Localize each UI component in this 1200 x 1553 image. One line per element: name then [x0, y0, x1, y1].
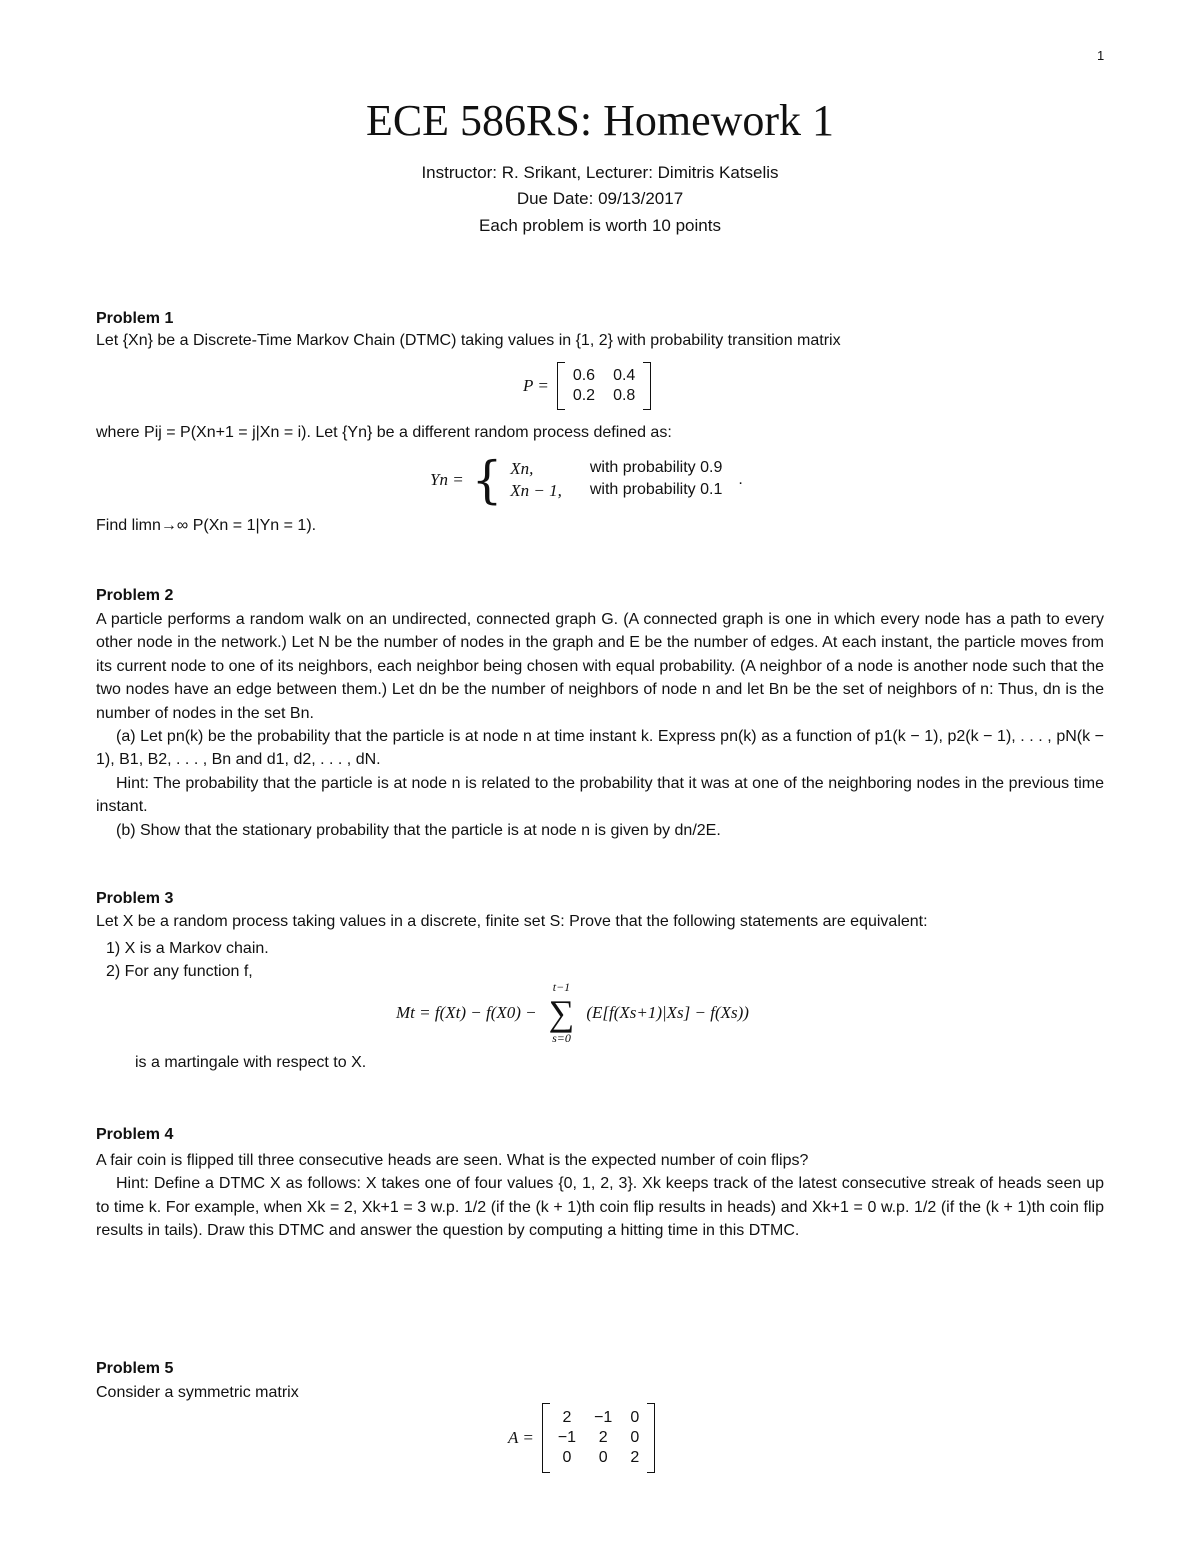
problem-2-text: [96, 608, 1104, 842]
left-brace: {: [471, 450, 503, 510]
matrix-cell: 2: [562, 1409, 572, 1426]
problem-2-heading: Problem 2: [96, 587, 174, 604]
matrix-p-label: P =: [523, 376, 549, 395]
equation-left: Mt = f(Xt) − f(X0) −: [396, 1003, 537, 1022]
due-date: Due Date: 09/13/2017: [516, 189, 684, 208]
matrix-cell: 0.4: [613, 367, 636, 384]
matrix-a-cells: [558, 1406, 639, 1470]
problem-2-part-a: (a) Let pn(k) be the probability that the particle is at node n at time instant k. Express pn(k) as a function of p1(k − 1), p2(k − 1), . . . , pN(k − 1), B1, B2, . . . , Bn and d1, d2, . . . , dN.: [96, 728, 1104, 769]
problem-4-hint: Hint: Define a DTMC X as follows: X takes one of four values {0, 1, 2, 3}. Xk keeps track of the latest consecutive streak of heads seen up to time k. For example, when Xk = 2, Xk+1 = 3 w.p. 1/2 (if the (k + 1)th coin flip results in heads) and Xk+1 = 0 w.p. 1/2 (if the (k + 1)th coin flip results in tails). Draw this DTMC and answer the question by computing a hitting time in this DTMC.: [96, 1175, 1104, 1240]
sum-lower-limit: s=0: [552, 1031, 571, 1045]
problem-3-intro: Let X be a random process taking values in a discrete, finite set S: Prove that the following statements are equivalent:: [96, 913, 928, 930]
y-cases: [510, 459, 722, 501]
matrix-cell: 0: [598, 1449, 608, 1466]
case-expr: Xn − 1,: [510, 481, 562, 500]
problem-2-part-b: (b) Show that the stationary probability that the particle is at node n is given by dn/2E.: [116, 821, 721, 839]
problem-4-body: A fair coin is flipped till three consecutive heads are seen. What is the expected number of coin flips?: [96, 1152, 809, 1169]
problem-2-body: A particle performs a random walk on an undirected, connected graph G. (A connected graph is one in which every node has a path to every other node in the network.) Let N be the number of nodes in the graph and E be the number of edges. At each instant, the particle moves from its current node to one of its neighbors, each neighbor being chosen with equal probability. (A neighbor of a node is another node such that the two nodes have an edge between them.) Let dn be the number of neighbors of node n and let Bn be the set of neighbors of n: Thus, dn is the number of nodes in the set Bn.: [96, 611, 1104, 722]
matrix-cell: 0.2: [572, 387, 596, 404]
matrix-cell: 2: [598, 1429, 608, 1446]
problem-3-item-2: 2) For any function f,: [106, 963, 253, 980]
right-bracket: [643, 362, 651, 410]
martingale-equation: [396, 980, 749, 1046]
matrix-cell: −1: [594, 1409, 613, 1426]
matrix-cell: −1: [557, 1429, 577, 1446]
symmetric-matrix-a: [508, 1403, 655, 1473]
problem-4-text: [96, 1149, 1104, 1243]
matrix-cell: 0: [562, 1449, 572, 1466]
sum-upper-limit: t−1: [552, 980, 571, 994]
page-title: ECE 586RS: Homework 1: [365, 96, 835, 145]
equation-right: (E[f(Xs+1)|Xs] − f(Xs)): [586, 1003, 749, 1022]
page-number: 1: [1097, 48, 1105, 63]
matrix-a-label: A =: [508, 1428, 534, 1447]
points-note: Each problem is worth 10 points: [479, 216, 721, 235]
problem-3-item-1: 1) X is a Markov chain.: [106, 940, 269, 957]
problem-1-find: Find limn→∞ P(Xn = 1|Yn = 1).: [96, 517, 317, 534]
matrix-cell: 2: [630, 1449, 640, 1466]
y-label: Yn =: [430, 470, 464, 489]
case-condition: with probability 0.9: [589, 459, 723, 476]
right-bracket: [647, 1403, 655, 1473]
problem-2-hint: Hint: The probability that the particle is at node n is related to the probability that it was at one of the neighboring nodes in the previous time instant.: [96, 774, 1104, 816]
sum-symbol: ∑: [548, 993, 575, 1033]
equation-period: .: [738, 471, 743, 488]
problem-3-heading: Problem 3: [96, 890, 174, 907]
problem-1-where: where Pij = P(Xn+1 = j|Xn = i). Let {Yn} be a different random process defined as:: [96, 424, 672, 441]
matrix-p-cells: [573, 364, 636, 408]
problem-1-intro: Let {Xn} be a Discrete-Time Markov Chain (DTMC) taking values in {1, 2} with probability transition matrix: [96, 332, 841, 349]
left-bracket: [542, 1403, 550, 1473]
problem-5-heading: Problem 5: [96, 1360, 174, 1377]
problem-3-tail: is a martingale with respect to X.: [135, 1054, 367, 1071]
instructor-line: Instructor: R. Srikant, Lecturer: Dimitris Katselis: [421, 163, 779, 182]
case-expr: Xn,: [510, 459, 534, 478]
y-definition: [430, 450, 743, 510]
summation: [549, 980, 575, 1046]
transition-matrix-p: [523, 362, 651, 410]
matrix-cell: 0: [630, 1429, 640, 1446]
case-condition: with probability 0.1: [589, 481, 723, 498]
problem-5-intro: Consider a symmetric matrix: [96, 1384, 299, 1401]
matrix-cell: 0.8: [613, 387, 636, 404]
matrix-cell: 0.6: [572, 367, 596, 384]
problem-4-heading: Problem 4: [96, 1126, 174, 1143]
matrix-cell: 0: [630, 1409, 640, 1426]
left-bracket: [557, 362, 565, 410]
problem-1-heading: Problem 1: [96, 310, 174, 327]
